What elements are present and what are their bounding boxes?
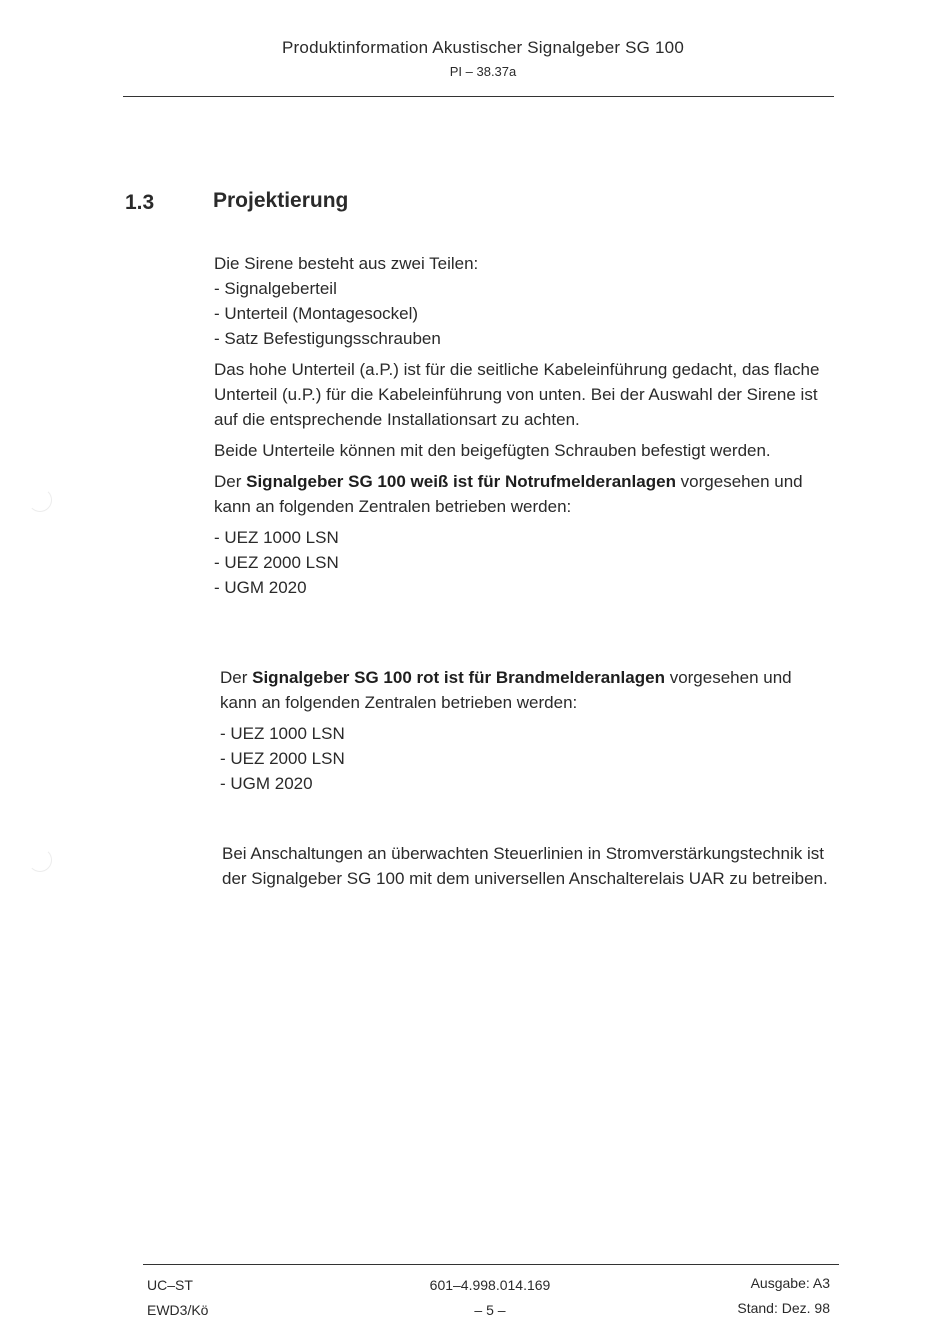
section-number: 1.3: [125, 191, 155, 214]
header-rule: [123, 96, 834, 97]
paragraph-unterteil: Das hohe Unterteil (a.P.) ist für die seitliche Kabeleinführung gedacht, das flache Unterteil (u.P.) für die Kabeleinführung von unten. Bei der Auswahl der Sirene ist auf die entsprechende Installationsart zu achten.: [214, 360, 820, 429]
footer-edition: Ausgabe: A3: [750, 1275, 830, 1291]
paragraph-text: Der: [220, 668, 253, 687]
punch-hole: [28, 488, 52, 512]
list-item: - UEZ 2000 LSN: [214, 553, 339, 572]
footer-date: Stand: Dez. 98: [737, 1300, 830, 1316]
footer-left: [147, 1273, 208, 1323]
footer-rule: [143, 1264, 839, 1265]
paragraph-text: vorgesehen und kann an folgenden Zentralen betrieben werden:: [214, 472, 803, 516]
list-item: - UEZ 2000 LSN: [220, 749, 345, 768]
footer-right: [680, 1271, 830, 1321]
list-item: - UGM 2020: [220, 774, 313, 793]
paragraph-signalgeber-rot: [220, 665, 830, 715]
body-text: [214, 251, 824, 606]
document-title: Produktinformation Akustischer Signalgeber SG 100: [282, 38, 684, 57]
list-item: - Signalgeberteil: [214, 279, 337, 298]
punch-hole: [28, 848, 52, 872]
document-code: PI – 38.37a: [449, 64, 517, 79]
footer-author: EWD3/Kö: [147, 1302, 209, 1318]
paragraph-text: vorgesehen und kann an folgenden Zentralen betrieben werden:: [220, 668, 792, 712]
section-title: Projektierung: [213, 189, 349, 212]
emphasis-text: Signalgeber SG 100 rot ist für Brandmelderanlagen: [252, 668, 665, 687]
central-list-weiss: [214, 525, 824, 600]
paragraph-schrauben: Beide Unterteile können mit den beigefügten Schrauben befestigt werden.: [214, 441, 771, 460]
list-item: - Satz Befestigungsschrauben: [214, 329, 441, 348]
emphasis-text: Signalgeber SG 100 weiß ist für Notrufmelderanlagen: [246, 472, 676, 491]
footer-document-number: 601–4.998.014.169: [429, 1277, 551, 1293]
list-item: - UEZ 1000 LSN: [220, 724, 345, 743]
intro-text: Die Sirene besteht aus zwei Teilen:: [214, 254, 479, 273]
list-item: - UEZ 1000 LSN: [214, 528, 339, 547]
list-item: - UGM 2020: [214, 578, 307, 597]
footer-center: [380, 1273, 600, 1323]
page-number: – 5 –: [474, 1302, 506, 1318]
list-item: - Unterteil (Montagesockel): [214, 304, 419, 323]
paragraph-text: Der: [214, 472, 247, 491]
paragraph-uar: Bei Anschaltungen an überwachten Steuerlinien in Stromverstärkungstechnik ist der Signalgeber SG 100 mit dem universellen Anschalterelais UAR zu betreiben.: [222, 844, 828, 888]
central-list-rot: [220, 721, 830, 796]
parts-list: [214, 276, 824, 351]
paragraph-signalgeber-weiss: [214, 469, 824, 519]
body-text-rot: [220, 665, 830, 802]
footer-department: UC–ST: [147, 1277, 193, 1293]
